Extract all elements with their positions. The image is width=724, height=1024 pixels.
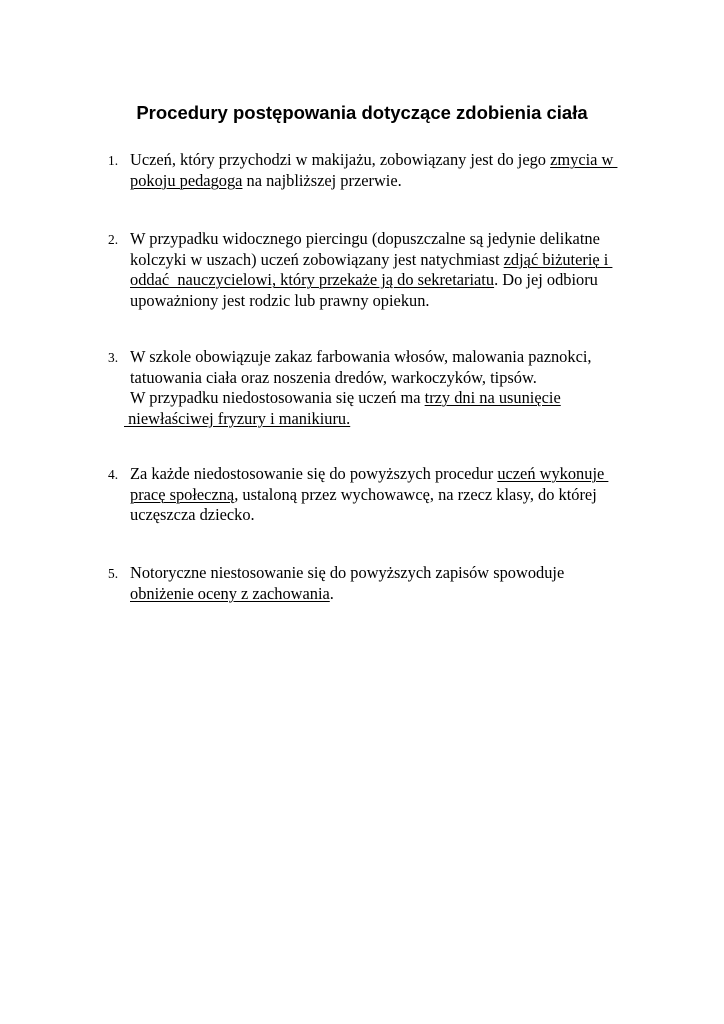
item-number: 5.: [108, 566, 119, 581]
text-segment: W przypadku widocznego piercingu (dopuszczalne są jedynie delikatne: [130, 229, 600, 248]
item-line: [130, 563, 668, 584]
underlined-text: oddać nauczycielowi, który przekaże ją do sekretariatu: [130, 270, 495, 289]
item-number: 1.: [108, 153, 119, 168]
item-number: 2.: [108, 232, 119, 247]
document-title: Procedury postępowania dotyczące zdobienia ciała: [136, 102, 588, 123]
item-number: 4.: [108, 467, 119, 482]
item-line: [130, 229, 668, 250]
underlined-text: obniżenie oceny z zachowania: [130, 583, 330, 603]
item-line: [130, 505, 668, 526]
text-segment: uczęszcza dziecko.: [130, 505, 255, 524]
procedure-item-1: [108, 150, 668, 191]
text-segment: na najbliższej przerwie.: [242, 170, 402, 190]
item-line: [130, 150, 668, 171]
text-segment: , ustaloną przez wychowawcę, na rzecz klasy, do której: [234, 484, 597, 504]
item-line: [130, 291, 668, 312]
item-line: [130, 347, 668, 368]
item-line: [130, 388, 668, 409]
text-segment: upoważniony jest rodzic lub prawny opiekun.: [130, 290, 430, 310]
item-line: [124, 409, 668, 430]
underlined-text: pokoju pedagoga: [130, 170, 243, 190]
text-segment: .: [329, 583, 334, 603]
item-line: [130, 368, 668, 389]
underlined-text: zmycia w: [550, 150, 618, 169]
underlined-text: zdjąć biżuterię i: [503, 249, 613, 269]
procedure-item-4: [108, 464, 668, 526]
item-number: 3.: [108, 350, 119, 365]
underlined-text: trzy dni na usunięcie: [424, 388, 561, 407]
item-line: [130, 171, 668, 192]
underlined-text: niewłaściwej fryzury i manikiuru.: [124, 408, 351, 428]
text-segment: W szkole obowiązuje zakaz farbowania włosów, malowania paznokci,: [130, 347, 592, 366]
text-segment: kolczyki w uszach) uczeń zobowiązany jest natychmiast: [130, 249, 504, 269]
underlined-text: uczeń wykonuje: [497, 464, 609, 483]
text-segment: tatuowania ciała oraz noszenia dredów, warkoczyków, tipsów.: [130, 367, 537, 387]
item-line: [130, 584, 668, 605]
text-segment: W przypadku niedostosowania się uczeń ma: [130, 388, 425, 407]
procedure-item-2: [108, 229, 668, 311]
item-line: [130, 464, 668, 485]
procedure-item-5: [108, 563, 668, 604]
text-segment: . Do jej odbioru: [494, 270, 598, 289]
text-segment: Uczeń, który przychodzi w makijażu, zobowiązany jest do jego: [130, 150, 551, 169]
item-line: [130, 250, 668, 271]
text-segment: Notoryczne niestosowanie się do powyższych zapisów spowoduje: [130, 563, 565, 582]
underlined-text: pracę społeczną: [130, 484, 235, 504]
item-line: [130, 270, 668, 291]
procedure-item-3: [108, 347, 668, 429]
text-segment: Za każde niedostosowanie się do powyższych procedur: [130, 464, 498, 483]
item-line: [130, 485, 668, 506]
